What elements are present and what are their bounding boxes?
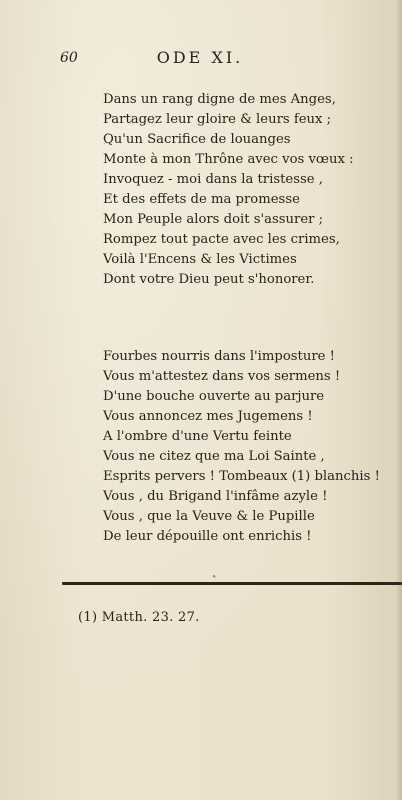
verse-line: Monte à mon Thrône avec vos vœux : xyxy=(103,152,354,167)
verse-line: Dans un rang digne de mes Anges, xyxy=(103,92,336,107)
verse-line: A l'ombre d'une Vertu feinte xyxy=(103,429,292,444)
verse-line: Qu'un Sacrifice de louanges xyxy=(103,132,291,147)
running-title: ODE XI. xyxy=(156,48,244,67)
page-edge-shadow xyxy=(396,0,402,800)
verse-line: Vous ne citez que ma Loi Sainte , xyxy=(103,449,325,464)
verse-line: Vous annoncez mes Jugemens ! xyxy=(103,409,313,424)
verse-line: Esprits pervers ! Tombeaux (1) blanchis ! xyxy=(103,469,380,484)
verse-line: Vous , que la Veuve & le Pupille xyxy=(103,509,315,524)
verse-line: Voilà l'Encens & les Victimes xyxy=(103,252,297,267)
verse-line: Mon Peuple alors doit s'assurer ; xyxy=(103,212,324,227)
verse-line: D'une bouche ouverte au parjure xyxy=(103,389,325,404)
verse-line: Invoquez - moi dans la tristesse , xyxy=(103,172,323,187)
rule-ornament: ˄ xyxy=(212,576,217,586)
verse-line: Partagez leur gloire & leurs feux ; xyxy=(103,112,332,127)
poem-stanza-1 xyxy=(103,90,354,290)
verse-line: Vous m'attestez dans vos sermens ! xyxy=(103,369,341,384)
page-header xyxy=(60,48,340,72)
verse-line: De leur dépouille ont enrichis ! xyxy=(103,529,312,544)
verse-line: Dont votre Dieu peut s'honorer. xyxy=(103,272,315,287)
verse-line: Rompez tout pacte avec les crimes, xyxy=(103,232,340,247)
verse-line: Et des effets de ma promesse xyxy=(103,192,300,207)
verse-line: Vous , du Brigand l'infâme azyle ! xyxy=(103,489,328,504)
page-number: 60 xyxy=(60,50,78,66)
footnote: (1) Matth. 23. 27. xyxy=(78,610,200,625)
verse-line: Fourbes nourris dans l'imposture ! xyxy=(103,349,335,364)
footnote-separator-rule xyxy=(62,582,402,585)
poem-stanza-2 xyxy=(103,347,380,547)
